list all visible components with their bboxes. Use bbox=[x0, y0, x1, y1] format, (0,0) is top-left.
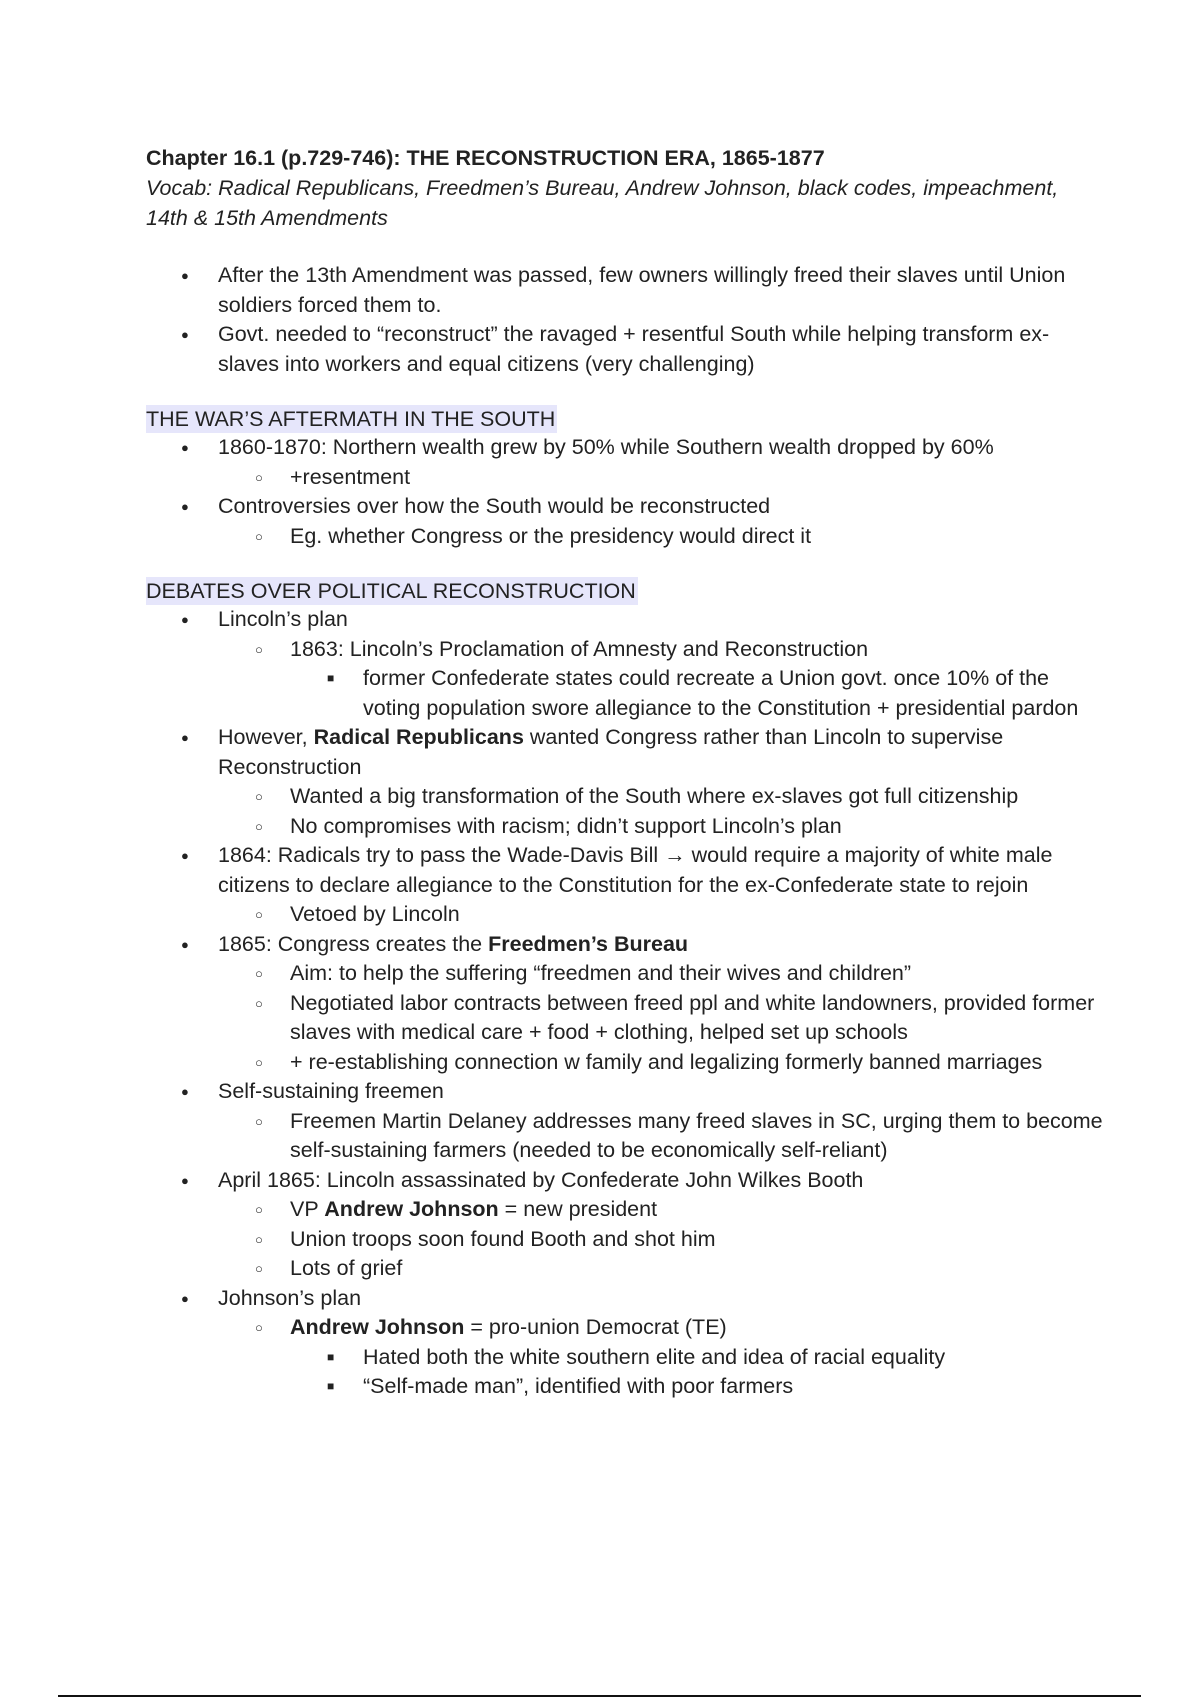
list-item: ■ “Self-made man”, identified with poor farmers bbox=[146, 1372, 1106, 1402]
list-item: ■ Hated both the white southern elite and idea of racial equality bbox=[146, 1343, 1106, 1373]
list-item: ● Lincoln’s plan bbox=[146, 605, 1106, 635]
list-item: ● 1864: Radicals try to pass the Wade-Davis Bill → would require a majority of white male citizens to declare allegiance to the Constitution for the ex-Confederate state to rejoin bbox=[146, 841, 1106, 900]
list-item: ● Controversies over how the South would be reconstructed bbox=[146, 492, 1106, 522]
bold-term: Andrew Johnson bbox=[290, 1315, 465, 1339]
vocab-line: Vocab: Radical Republicans, Freedmen’s Bureau, Andrew Johnson, black codes, impeachment, 14th & 15th Amendments bbox=[146, 176, 1059, 230]
section-debates bbox=[146, 577, 1106, 1402]
section-heading: THE WAR’S AFTERMATH IN THE SOUTH bbox=[146, 407, 556, 431]
item-text: = pro-union Democrat (TE) bbox=[470, 1315, 727, 1339]
item-text: wanted Congress rather than Lincoln to supervise Reconstruction bbox=[218, 725, 1004, 779]
bold-term: Andrew Johnson bbox=[324, 1197, 499, 1221]
list-item: ○ Freemen Martin Delaney addresses many freed slaves in SC, urging them to become self-sustaining farmers (needed to be economically self-reliant) bbox=[146, 1107, 1106, 1166]
list-item: ● 1860-1870: Northern wealth grew by 50% while Southern wealth dropped by 60% bbox=[146, 433, 1106, 463]
bold-term: Radical Republicans bbox=[313, 725, 524, 749]
intro-list bbox=[146, 261, 1106, 379]
debates-list bbox=[146, 605, 1106, 1402]
list-item: ○ Negotiated labor contracts between freed ppl and white landowners, provided former slaves with medical care + food + clothing, helped set up schools bbox=[146, 989, 1106, 1048]
list-item bbox=[146, 930, 1106, 960]
list-item: ○ Vetoed by Lincoln bbox=[146, 900, 1106, 930]
chapter-title: Chapter 16.1 (p.729-746): THE RECONSTRUCTION ERA, 1865-1877 bbox=[146, 146, 825, 170]
list-item: ● Johnson’s plan bbox=[146, 1284, 1106, 1314]
list-item: ■ former Confederate states could recreate a Union govt. once 10% of the voting population swore allegiance to the Constitution + presidential pardon bbox=[146, 664, 1106, 723]
list-item: ● Self-sustaining freemen bbox=[146, 1077, 1106, 1107]
item-text: 1865: Congress creates the bbox=[218, 931, 483, 956]
list-item bbox=[146, 723, 1106, 782]
list-item: ○ Wanted a big transformation of the South where ex-slaves got full citizenship bbox=[146, 782, 1106, 812]
list-item: ○ +resentment bbox=[146, 463, 1106, 493]
list-item: ○ No compromises with racism; didn’t support Lincoln’s plan bbox=[146, 812, 1106, 842]
bold-term: Freedmen’s Bureau bbox=[488, 931, 689, 956]
list-item bbox=[146, 1195, 1106, 1225]
document-page bbox=[146, 143, 1106, 1402]
section-aftermath bbox=[146, 405, 1106, 551]
item-text: VP bbox=[290, 1197, 319, 1221]
section-heading: DEBATES OVER POLITICAL RECONSTRUCTION bbox=[146, 579, 636, 603]
list-item: ○ Union troops soon found Booth and shot him bbox=[146, 1225, 1106, 1255]
list-item: ○ Lots of grief bbox=[146, 1254, 1106, 1284]
list-item: ● Govt. needed to “reconstruct” the ravaged + resentful South while helping transform ex-slaves into workers and equal citizens (very challenging) bbox=[146, 320, 1106, 379]
aftermath-list bbox=[146, 433, 1106, 551]
list-item bbox=[146, 1313, 1106, 1343]
item-text: = new president bbox=[504, 1197, 658, 1221]
list-item: ● April 1865: Lincoln assassinated by Confederate John Wilkes Booth bbox=[146, 1166, 1106, 1196]
list-item: ○ 1863: Lincoln’s Proclamation of Amnesty and Reconstruction bbox=[146, 635, 1106, 665]
list-item: ● After the 13th Amendment was passed, few owners willingly freed their slaves until Union soldiers forced them to. bbox=[146, 261, 1106, 320]
page-bottom-rule bbox=[58, 1695, 1141, 1697]
list-item: ○ + re-establishing connection w family and legalizing formerly banned marriages bbox=[146, 1048, 1106, 1078]
item-text: However, bbox=[218, 725, 308, 749]
list-item: ○ Aim: to help the suffering “freedmen and their wives and children” bbox=[146, 959, 1106, 989]
list-item: ○ Eg. whether Congress or the presidency would direct it bbox=[146, 522, 1106, 552]
